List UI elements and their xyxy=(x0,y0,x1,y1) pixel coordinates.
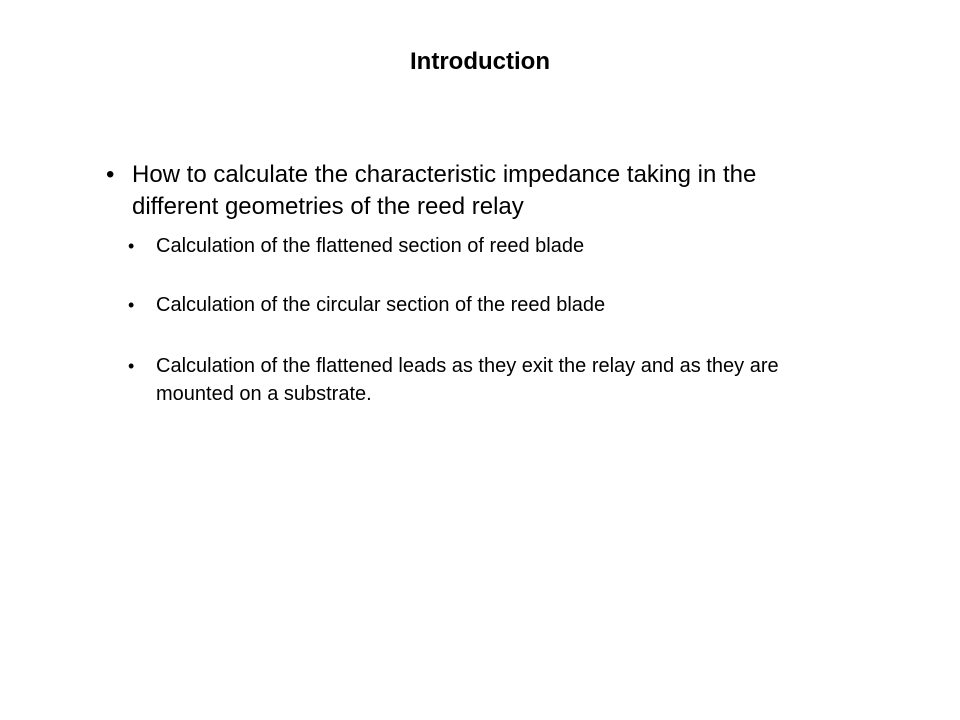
sub-bullet-circular-section xyxy=(128,291,828,319)
main-bullet-text: How to calculate the characteristic impedance taking in the different geometries of the reed relay xyxy=(132,161,757,220)
sub-bullet-text: Calculation of the flattened section of reed blade xyxy=(156,235,585,257)
bullet-dot: • xyxy=(128,236,135,256)
slide-title: Introduction xyxy=(410,48,550,75)
sub-bullet-text: Calculation of the flattened leads as they exit the relay and as they are mounted on a substrate. xyxy=(156,355,779,405)
bullet-dot: • xyxy=(128,295,135,315)
sub-bullet-text: Calculation of the circular section of the reed blade xyxy=(156,294,606,316)
sub-bullet-flattened-section xyxy=(128,232,828,260)
sub-bullet-flattened-leads xyxy=(128,352,828,408)
bullet-dot: • xyxy=(106,161,115,188)
main-bullet xyxy=(106,159,846,223)
bullet-dot: • xyxy=(128,356,135,376)
